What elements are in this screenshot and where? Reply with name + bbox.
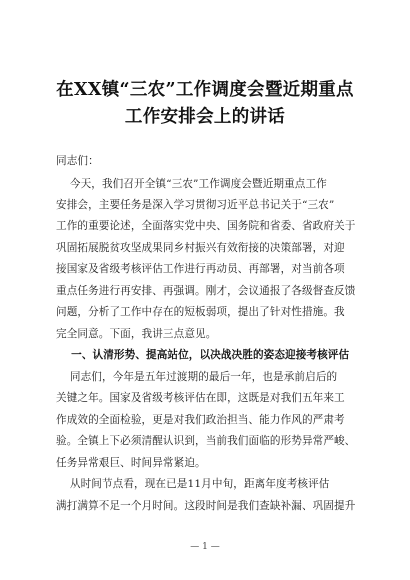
body-line: 验。全镇上下必须清醒认识到，当前我们面临的形势异常严峻、 — [56, 435, 356, 447]
page-number: — 1 — — [190, 542, 220, 552]
body-line: 关键之年。国家及省级考核评估在即，这既是对我们五年来工 — [56, 392, 345, 404]
body-line: 工作的重要论述，全面落实党中央、国务院和省委、省政府关于 — [56, 220, 356, 232]
document-title-line-1: 在XX镇“三农”工作调度会暨近期重点 — [56, 80, 354, 100]
body-line: 安排会，主要任务是深入学习贯彻习近平总书记关于“三农” — [56, 199, 335, 211]
body-line: 今天，我们召开全镇“三农”工作调度会暨近期重点工作 — [56, 178, 327, 190]
body-line: 接国家及省级考核评估工作进行再动员、再部署，对当前各项 — [56, 263, 345, 275]
document-title-line-2: 工作安排会上的讲话 — [124, 107, 286, 127]
section-heading: 一、认清形势、提高站位，以决战决胜的姿态迎接考核评估 — [56, 349, 350, 361]
body-line: 重点任务进行再安排、再强调。刚才，会议通报了各级督查反馈 — [56, 285, 356, 297]
body-line: 满打满算不足一个月时间。这段时间是我们查缺补漏、巩固提升 — [56, 500, 356, 512]
body-line: 同志们，今年是五年过渡期的最后一年，也是承前启后的 — [56, 371, 338, 383]
body-line: 作成效的全面检验，更是对我们政治担当、能力作风的严肃考 — [56, 414, 345, 426]
body-line: 问题，分析了工作中存在的短板弱项，提出了针对性措施。我 — [56, 306, 345, 318]
body-line: 完全同意。下面，我讲三点意见。 — [56, 328, 217, 340]
body-line: 从时间节点看，现在已是11月中旬，距离年度考核评估 — [56, 478, 330, 490]
body-line: 巩固拓展脱贫攻坚成果同乡村振兴有效衔接的决策部署，对迎 — [56, 242, 345, 254]
salutation: 同志们： — [56, 155, 99, 167]
body-line: 任务异常艰巨、时间异常紧迫。 — [56, 457, 206, 469]
